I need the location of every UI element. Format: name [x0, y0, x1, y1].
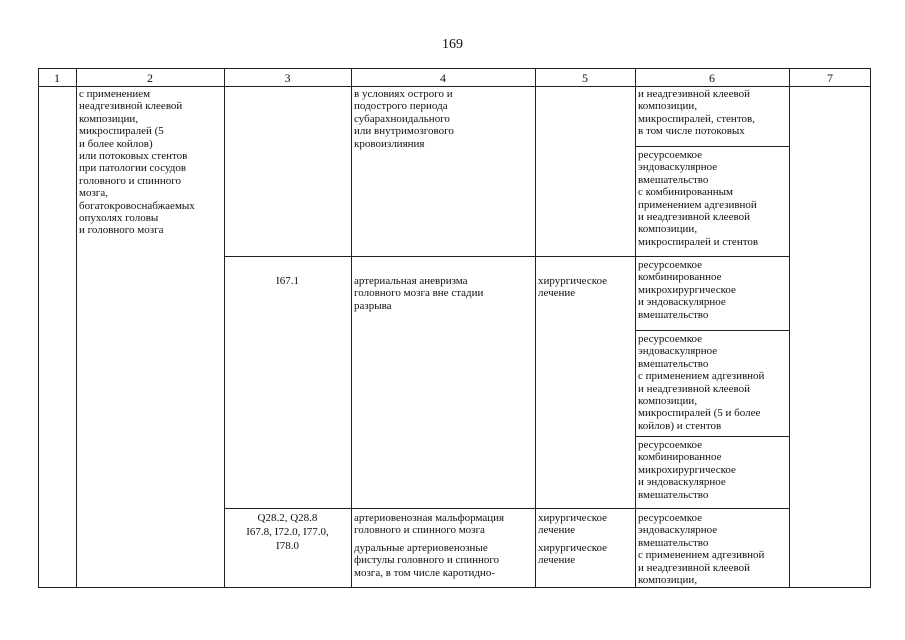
col-border-1	[76, 68, 77, 588]
treatment-type-cell: хирургическое лечение	[538, 512, 608, 537]
method-cell: ресурсоемкое эндоваскулярное вмешательство с комбинированным применением адгезивной и неадгезивной клеевой композиции, микроспиралей и стентов	[638, 149, 759, 248]
header-bottom-border	[38, 86, 871, 87]
page-number: 169	[442, 37, 463, 52]
diagnosis-cell: артериальная аневризма головного мозга вне стадии разрыва	[354, 275, 484, 312]
col-border-6	[789, 68, 790, 588]
diagnosis-cell: дуральные артериовенозные фистулы головного и спинного мозга, в том числе каротидно-	[354, 542, 500, 579]
table-top-border	[38, 68, 871, 69]
col-border-2	[224, 68, 225, 588]
header-col-6: 6	[709, 71, 715, 85]
method-cell: ресурсоемкое комбинированное микрохирургическое и эндоваскулярное вмешательство	[638, 259, 736, 321]
col6-divider	[635, 330, 789, 331]
icd-codes-cell: Q28.2, Q28.8 I67.8, I72.0, I77.0, I78.0	[246, 512, 329, 552]
treatment-type-cell: хирургическое лечение	[538, 542, 608, 567]
medical-table	[38, 68, 871, 588]
method-cell: ресурсоемкое эндоваскулярное вмешательство с применением адгезивной и неадгезивной клеевой композиции, микроспиралей (5 и более койлов) и стентов	[638, 333, 765, 432]
header-col-2: 2	[147, 71, 153, 85]
col-border-4	[535, 68, 536, 588]
method-cell: и неадгезивной клеевой композиции, микроспиралей, стентов, в том числе потоковых	[638, 88, 755, 138]
row-divider-cols3-4	[224, 508, 635, 509]
col-border-7	[870, 68, 871, 588]
col6-divider	[635, 436, 789, 437]
header-col-1: 1	[54, 71, 60, 85]
method-cell: ресурсоемкое эндоваскулярное вмешательство с применением адгезивной и неадгезивной клеевой композиции,	[638, 512, 765, 587]
treatment-type-cell: хирургическое лечение	[538, 275, 608, 300]
header-col-7: 7	[827, 71, 833, 85]
col-border-3	[351, 68, 352, 588]
icd-codes-cell: I67.1	[276, 275, 299, 287]
col6-divider	[635, 256, 789, 257]
col6-divider	[635, 146, 789, 147]
col-border-0	[38, 68, 39, 588]
row-divider-cols3-4	[224, 256, 635, 257]
intervention-description: с применением неадгезивной клеевой композиции, микроспиралей (5 и более койлов) или потоковых стентов при патологии сосудов головного и спинного мозга, богатокровоснабжаемых опухолях головы и головного мозга	[79, 88, 195, 237]
diagnosis-cell: артериовенозная мальформация головного и спинного мозга	[354, 512, 505, 537]
col-border-5	[635, 68, 636, 588]
header-col-4: 4	[440, 71, 446, 85]
diagnosis-cell: в условиях острого и подострого периода субарахноидального или внутримозгового кровоизлияния	[354, 88, 454, 150]
header-col-5: 5	[582, 71, 588, 85]
table-bottom-border	[38, 587, 871, 588]
col6-divider	[635, 508, 789, 509]
method-cell: ресурсоемкое комбинированное микрохирургическое и эндоваскулярное вмешательство	[638, 439, 736, 501]
header-col-3: 3	[284, 71, 291, 85]
